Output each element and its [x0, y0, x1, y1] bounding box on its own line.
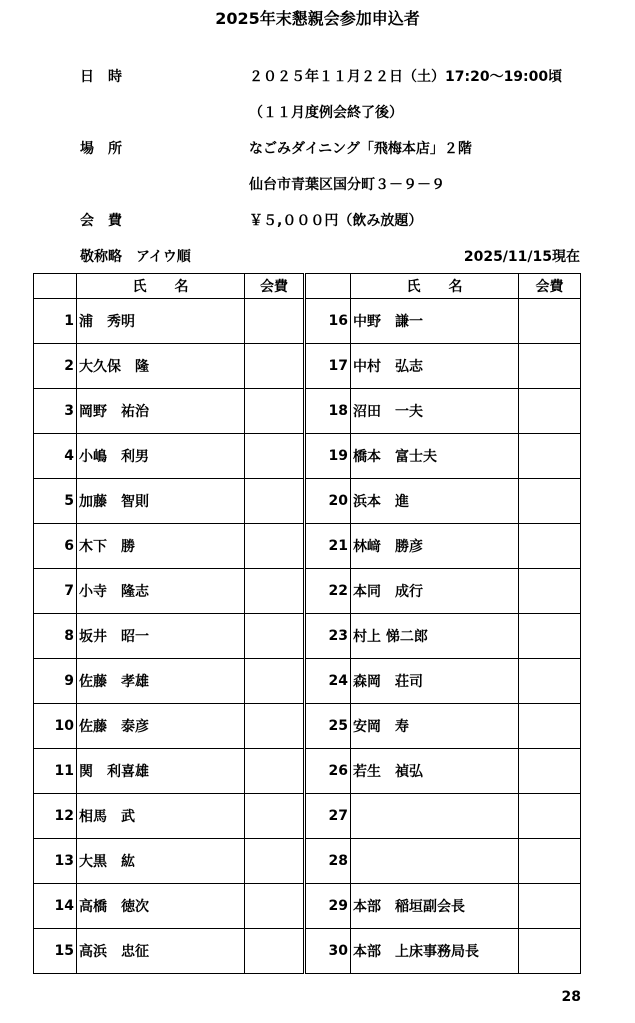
fee-header-right: 会費 — [519, 274, 581, 299]
row-number: 17 — [305, 344, 351, 389]
fee-cell — [519, 749, 581, 794]
participant-name: 浦 秀明 — [77, 299, 245, 344]
participant-name: 大黒 紘 — [77, 839, 245, 884]
fee-cell — [519, 569, 581, 614]
fee-cell — [519, 389, 581, 434]
date-label: 日 時 — [80, 69, 122, 85]
fee-label: 会 費 — [80, 213, 122, 229]
participant-name: 村上 悌二郎 — [351, 614, 519, 659]
row-number: 22 — [305, 569, 351, 614]
participant-table — [33, 273, 581, 974]
table-row — [34, 299, 581, 344]
table-row — [34, 569, 581, 614]
row-number: 14 — [34, 884, 77, 929]
row-number: 7 — [34, 569, 77, 614]
row-number: 21 — [305, 524, 351, 569]
row-number: 30 — [305, 929, 351, 974]
table-row — [34, 659, 581, 704]
fee-cell — [519, 344, 581, 389]
name-header-left: 氏 名 — [77, 274, 245, 299]
table-row — [34, 884, 581, 929]
fee-cell — [519, 524, 581, 569]
row-number: 6 — [34, 524, 77, 569]
participant-name: 佐藤 孝雄 — [77, 659, 245, 704]
date-note: （１１月度例会終了後） — [249, 105, 403, 121]
fee-cell — [245, 704, 305, 749]
as-of-date: 2025/11/15現在 — [463, 249, 580, 265]
fee-cell — [519, 479, 581, 524]
table-row — [34, 839, 581, 884]
place-address: 仙台市青葉区国分町３－９－９ — [249, 177, 445, 193]
table-row — [34, 749, 581, 794]
fee-cell — [245, 839, 305, 884]
row-number: 5 — [34, 479, 77, 524]
table-header-row — [34, 274, 581, 299]
row-number: 20 — [305, 479, 351, 524]
fee-cell — [519, 614, 581, 659]
table-row — [34, 479, 581, 524]
table-row — [34, 929, 581, 974]
row-number: 18 — [305, 389, 351, 434]
participant-name: 高浜 忠征 — [77, 929, 245, 974]
participant-name: 大久保 隆 — [77, 344, 245, 389]
participant-name: 本部 稲垣副会長 — [351, 884, 519, 929]
participant-name: 木下 勝 — [77, 524, 245, 569]
participant-name: 若生 禎弘 — [351, 749, 519, 794]
participant-name — [351, 839, 519, 884]
fee-cell — [519, 794, 581, 839]
row-number: 15 — [34, 929, 77, 974]
participant-name: 中野 謙一 — [351, 299, 519, 344]
row-number: 24 — [305, 659, 351, 704]
row-number: 19 — [305, 434, 351, 479]
participant-name — [351, 794, 519, 839]
participant-name: 森岡 荘司 — [351, 659, 519, 704]
fee-cell — [519, 929, 581, 974]
participant-name: 坂井 昭一 — [77, 614, 245, 659]
participant-name: 岡野 祐治 — [77, 389, 245, 434]
participant-name: 加藤 智則 — [77, 479, 245, 524]
participant-name: 相馬 武 — [77, 794, 245, 839]
fee-cell — [245, 614, 305, 659]
participant-name: 沼田 一夫 — [351, 389, 519, 434]
fee-cell — [245, 749, 305, 794]
row-number: 26 — [305, 749, 351, 794]
fee-cell — [519, 659, 581, 704]
participant-name: 小寺 隆志 — [77, 569, 245, 614]
row-number: 12 — [34, 794, 77, 839]
participant-name: 浜本 進 — [351, 479, 519, 524]
fee-cell — [519, 839, 581, 884]
participant-name: 高橋 徳次 — [77, 884, 245, 929]
fee-cell — [245, 434, 305, 479]
fee-cell — [245, 344, 305, 389]
row-number: 11 — [34, 749, 77, 794]
participant-name: 安岡 寿 — [351, 704, 519, 749]
fee-value: ￥５,０００円（飲み放題） — [249, 213, 423, 229]
fee-cell — [245, 299, 305, 344]
row-number: 29 — [305, 884, 351, 929]
table-row — [34, 704, 581, 749]
row-number: 4 — [34, 434, 77, 479]
participant-name: 中村 弘志 — [351, 344, 519, 389]
fee-cell — [245, 794, 305, 839]
row-number: 16 — [305, 299, 351, 344]
row-number: 3 — [34, 389, 77, 434]
num-header-right — [305, 274, 351, 299]
place-label: 場 所 — [80, 141, 122, 157]
row-number: 8 — [34, 614, 77, 659]
place-value: なごみダイニング「飛梅本店」２階 — [249, 141, 472, 157]
honorific-note: 敬称略 アイウ順 — [80, 249, 191, 265]
participant-name: 林﨑 勝彦 — [351, 524, 519, 569]
participant-name: 本同 成行 — [351, 569, 519, 614]
page-number: 28 — [561, 989, 581, 1005]
fee-cell — [519, 704, 581, 749]
row-number: 28 — [305, 839, 351, 884]
row-number: 23 — [305, 614, 351, 659]
fee-cell — [245, 524, 305, 569]
row-number: 25 — [305, 704, 351, 749]
fee-cell — [245, 659, 305, 704]
fee-cell — [519, 434, 581, 479]
fee-cell — [245, 929, 305, 974]
row-number: 13 — [34, 839, 77, 884]
table-row — [34, 434, 581, 479]
date-value: ２０２５年１１月２２日（土）17:20～19:00頃 — [249, 69, 563, 85]
fee-cell — [519, 299, 581, 344]
participant-name: 小嶋 利男 — [77, 434, 245, 479]
fee-cell — [245, 479, 305, 524]
row-number: 9 — [34, 659, 77, 704]
table-body — [34, 299, 581, 974]
participant-name: 本部 上床事務局長 — [351, 929, 519, 974]
participant-name: 橋本 富士夫 — [351, 434, 519, 479]
row-number: 27 — [305, 794, 351, 839]
fee-cell — [245, 884, 305, 929]
fee-cell — [519, 884, 581, 929]
fee-cell — [245, 569, 305, 614]
table-row — [34, 344, 581, 389]
table-row — [34, 794, 581, 839]
document-title: 2025年末懇親会参加申込者 — [215, 9, 420, 28]
name-header-right: 氏 名 — [351, 274, 519, 299]
row-number: 1 — [34, 299, 77, 344]
table-row — [34, 524, 581, 569]
participant-name: 佐藤 泰彦 — [77, 704, 245, 749]
table-row — [34, 614, 581, 659]
table-row — [34, 389, 581, 434]
fee-header-left: 会費 — [245, 274, 305, 299]
participant-name: 関 利喜雄 — [77, 749, 245, 794]
row-number: 10 — [34, 704, 77, 749]
fee-cell — [245, 389, 305, 434]
row-number: 2 — [34, 344, 77, 389]
num-header-left — [34, 274, 77, 299]
